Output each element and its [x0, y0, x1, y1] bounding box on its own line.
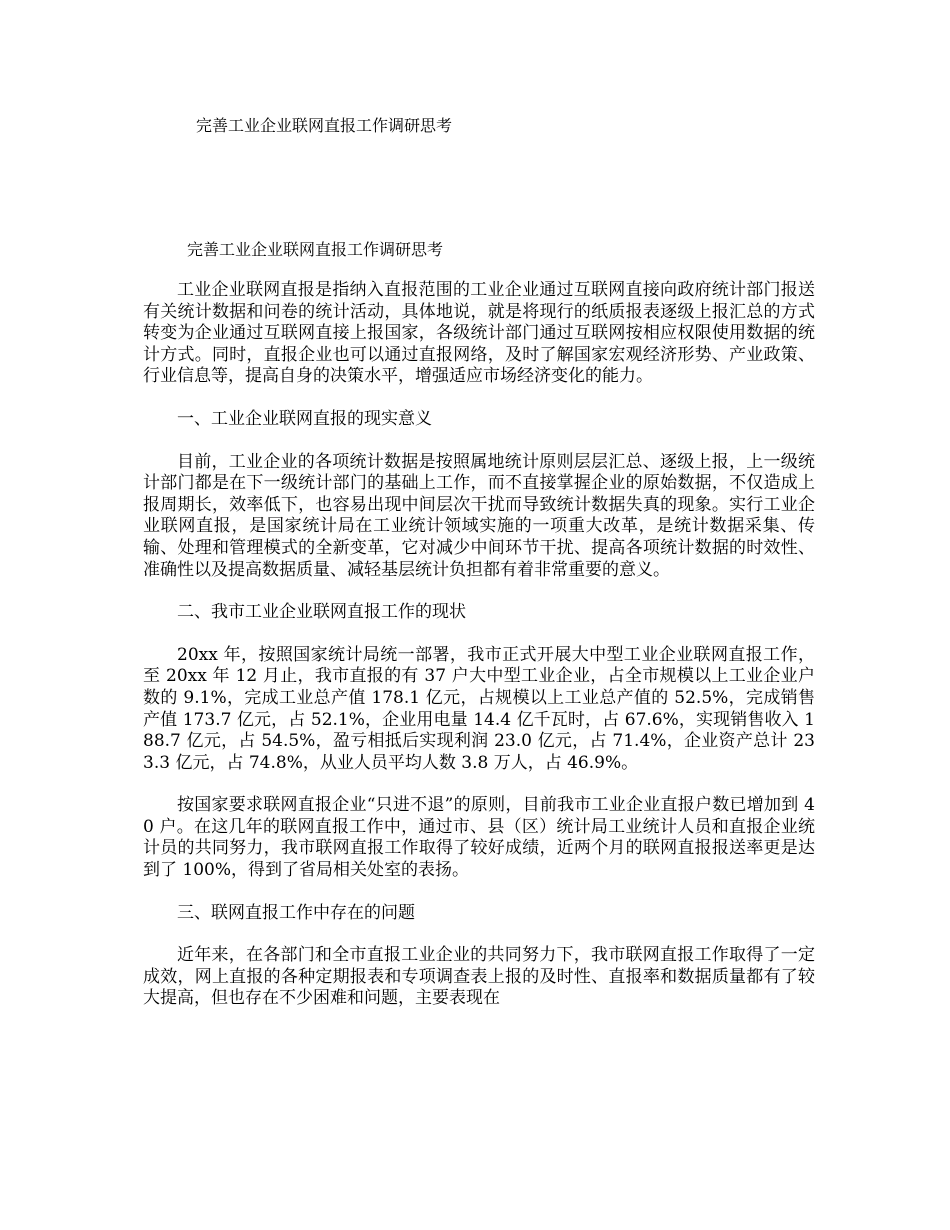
section-2-paragraph-2: 按国家要求联网直报企业“只进不退”的原则，目前我市工业企业直报户数已增加到 40 户。在这几年的联网直报工作中，通过市、县（区）统计局工业统计人员和直报企业统计员的共同努力，我市联网直报工作取得了较好成绩，近两个月的联网直报报送率更是达到了 100%，得到了省局相关处室的表扬。: [143, 795, 815, 881]
document-title: 完善工业企业联网直报工作调研思考: [196, 116, 453, 135]
section-1-paragraph: 目前，工业企业的各项统计数据是按照属地统计原则层层汇总、逐级上报，上一级统计部门都是在下一级统计部门的基础上工作，而不直接掌握企业的原始数据，不仅造成上报周期长，效率低下，也容易出现中间层次干扰而导致统计数据失真的现象。实行工业企业联网直报，是国家统计局在工业统计领域实施的一项重大改革，是统计数据采集、传输、处理和管理模式的全新变革，它对减少中间环节干扰、提高各项统计数据的时效性、准确性以及提高数据质量、减轻基层统计负担都有着非常重要的意义。: [143, 451, 815, 580]
section-heading-1: 一、工业企业联网直报的现实意义: [177, 408, 432, 429]
intro-paragraph: 工业企业联网直报是指纳入直报范围的工业企业通过互联网直接向政府统计部门报送有关统计数据和问卷的统计活动，具体地说，就是将现行的纸质报表逐级上报汇总的方式转变为企业通过互联网直接上报国家，各级统计部门通过互联网按相应权限使用数据的统计方式。同时，直报企业也可以通过直报网络，及时了解国家宏观经济形势、产业政策、行业信息等，提高自身的决策水平，增强适应市场经济变化的能力。: [143, 280, 815, 387]
section-heading-2: 二、我市工业企业联网直报工作的现状: [177, 602, 466, 623]
document-body: [143, 240, 815, 1031]
section-2-paragraph-1: 20xx 年，按照国家统计局统一部署，我市正式开展大中型工业企业联网直报工作，至 20xx 年 12 月止，我市直报的有 37 户大中型工业企业，占全市规模以上工业企业户数的 9.1%，完成工业总产值 178.1 亿元，占规模以上工业总产值的 52.5%，完成销售产值 173.7 亿元，占 52.1%，企业用电量 14.4 亿千瓦时，占 67.6%，实现销售收入 188.7 亿元，占 54.5%，盈亏相抵后实现利润 23.0 亿元，占 71.4%，企业资产总计 233.3 亿元，占 74.8%，从业人员平均人数 3.8 万人，占 46.9%。: [143, 644, 815, 773]
document-subtitle: 完善工业企业联网直报工作调研思考: [187, 240, 444, 259]
section-heading-3: 三、联网直报工作中存在的问题: [177, 902, 415, 923]
section-3-paragraph: 近年来，在各部门和全市直报工业企业的共同努力下，我市联网直报工作取得了一定成效，网上直报的各种定期报表和专项调查表上报的及时性、直报率和数据质量都有了较大提高，但也存在不少困难和问题，主要表现在: [143, 945, 815, 1009]
